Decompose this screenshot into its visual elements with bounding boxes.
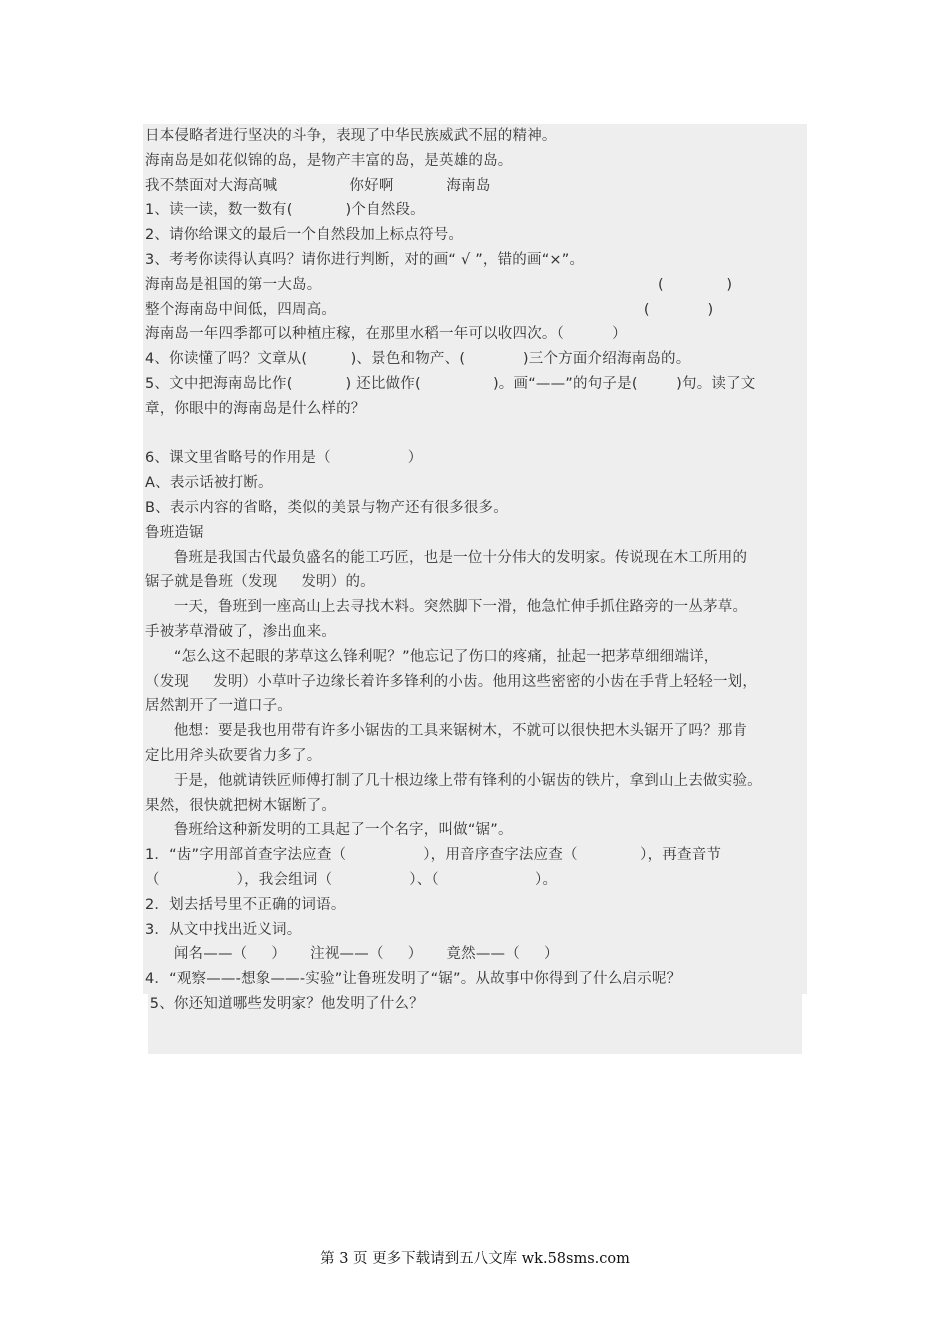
story-title: 鲁班造锯 [145,524,204,541]
story-question-2: 2．划去括号里不正确的词语。 [145,896,346,913]
option-b: B、表示内容的省略，类似的美景与物产还有很多很多。 [145,499,508,516]
page-footer: 第 3 页 更多下载请到五八文库 wk.58sms.com [320,1251,630,1267]
story-paragraph: （发现 发明）小草叶子边缘长着许多锋利的小齿。他用这些密密的小齿在手背上轻轻一划， [145,673,758,690]
story-paragraph: “怎么这不起眼的茅草这么锋利呢？”他忘记了伤口的疼痛，扯起一把茅草细细端详， [145,648,719,665]
question-5: 5、文中把海南岛比作( ) 还比做作( )。画“——”的句子是( )句。读了文 [145,375,756,392]
text-line: 海南岛是如花似锦的岛，是物产丰富的岛，是英雄的岛。 [145,152,513,169]
question-3: 3、考考你读得认真吗？请你进行判断，对的画“ √ ”，错的画“×”。 [145,251,585,268]
story-paragraph: 定比用斧头砍要省力多了。 [145,747,322,764]
story-paragraph: 手被茅草滑破了，渗出血来。 [145,623,337,640]
text-line: 我不禁面对大海高喊 你好啊 海南岛 [145,177,491,194]
judgement-item: 整个海南岛中间低，四周高。 ( ) [145,301,714,318]
story-paragraph: 鲁班是我国古代最负盛名的能工巧匠，也是一位十分伟大的发明家。传说现在木工所用的 [145,549,748,566]
story-paragraph: 一天，鲁班到一座高山上去寻找木料。突然脚下一滑，他急忙伸手抓住路旁的一丛茅草。 [145,599,748,616]
question-1: 1、读一读，数一数有( )个自然段。 [145,202,425,219]
story-question-4: 4．“观察——-想象——-实验”让鲁班发明了“锯”。从故事中你得到了什么启示呢？ [145,971,682,988]
question-6: 6、课文里省略号的作用是（ ） [145,450,423,467]
blank-line [145,422,825,447]
story-question-5: 5、你还知道哪些发明家？他发明了什么？ [145,995,424,1012]
story-paragraph: 于是，他就请铁匠师傅打制了几十根边缘上带有锋利的小锯齿的铁片，拿到山上去做实验。 [145,772,762,789]
story-paragraph: 鲁班给这种新发明的工具起了一个名字，叫做“锯”。 [145,822,513,839]
question-4: 4、你读懂了吗？文章从( )、景色和物产、( )三个方面介绍海南岛的。 [145,351,691,368]
judgement-item: 海南岛是祖国的第一大岛。 ( ) [145,276,733,293]
synonym-blanks: 闻名——（ ） 注视——（ ） 竟然——（ ） [145,946,559,963]
story-paragraph: 他想：要是我也用带有许多小锯齿的工具来锯树木，不就可以很快把木头锯开了吗？那肯 [145,723,748,740]
story-paragraph: 居然割开了一道口子。 [145,698,292,715]
story-paragraph: 果然，很快就把树木锯断了。 [145,797,337,814]
story-question-1-cont: （ ），我会组词（ ）、（ ）。 [145,871,558,888]
story-paragraph: 锯子就是鲁班（发现 发明）的。 [145,574,375,591]
story-question-3: 3．从文中找出近义词。 [145,921,302,938]
text-line: 日本侵略者进行坚决的斗争，表现了中华民族威武不屈的精神。 [145,128,557,144]
worksheet-text [145,124,825,1017]
option-a: A、表示话被打断。 [145,475,273,492]
question-2: 2、请你给课文的最后一个自然段加上标点符号。 [145,227,464,244]
story-question-1: 1．“齿”字用部首查字法应查（ ），用音序查字法应查（ ），再查音节 [145,847,722,864]
judgement-item: 海南岛一年四季都可以种植庄稼，在那里水稻一年可以收四次。（ ） [145,326,627,343]
question-5-cont: 章，你眼中的海南岛是什么样的？ [145,400,366,417]
